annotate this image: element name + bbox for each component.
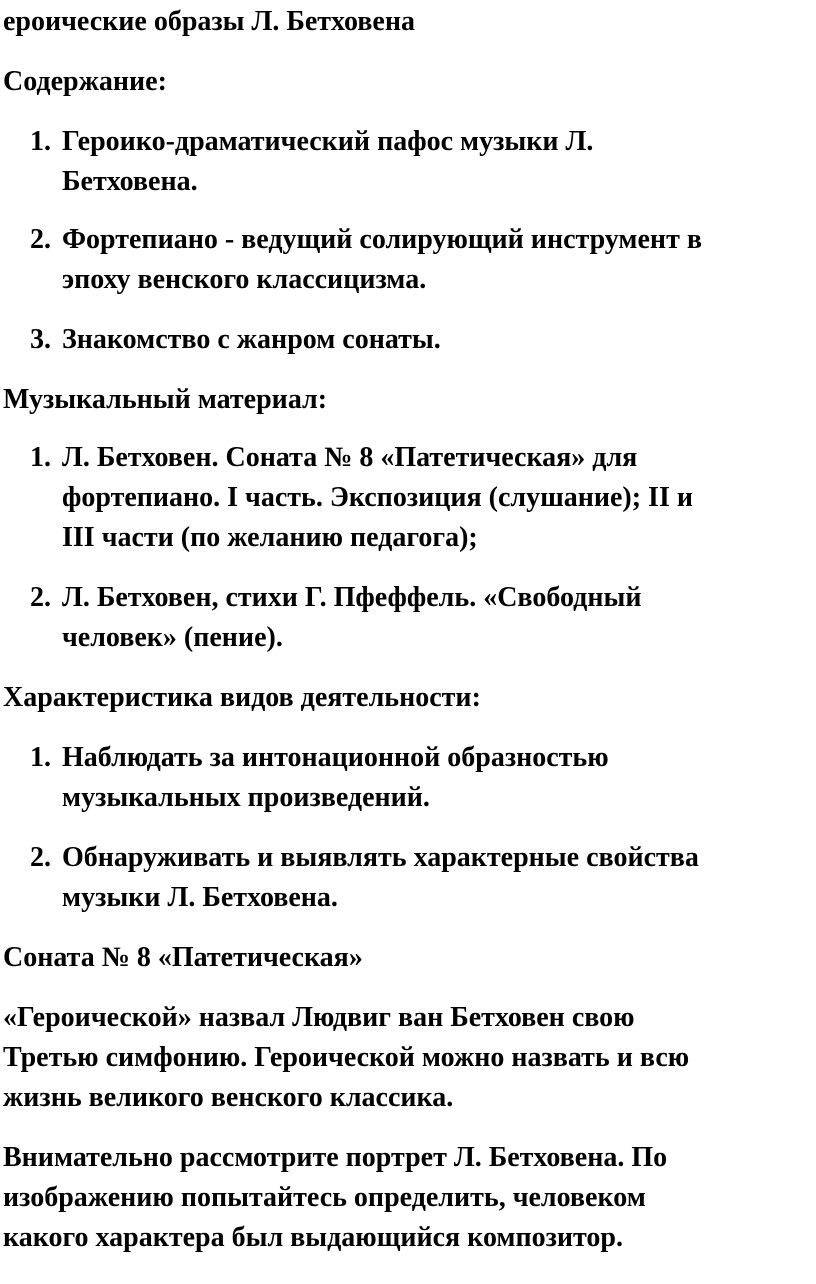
list-item-text [62, 738, 810, 818]
list-item-text [62, 220, 810, 300]
contents-heading: Содержание: [3, 66, 167, 97]
paragraph-1 [3, 998, 803, 1118]
list-item-line: Наблюдать за интонационной образностью [62, 742, 609, 773]
paragraph-line: «Героической» назвал Людвиг ван Бетховен свою [3, 1002, 635, 1033]
list-item-line: человек» (пение). [62, 622, 283, 653]
document-title: ероические образы Л. Бетховена [3, 6, 415, 37]
paragraph-line: Внимательно рассмотрите портрет Л. Бетховена. По [3, 1142, 668, 1173]
list-item-text [62, 320, 810, 360]
list-item-line: фортепиано. I часть. Экспозиция (слушание); II и [62, 482, 693, 513]
list-item-text [62, 122, 810, 202]
list-number: 2. [30, 224, 51, 255]
list-number: 1. [30, 126, 51, 157]
list-number: 2. [30, 842, 51, 873]
list-number: 3. [30, 324, 51, 355]
list-item-line: эпоху венского классицизма. [62, 264, 427, 295]
list-item-line: Фортепиано - ведущий солирующий инструмент в [62, 224, 702, 255]
list-item-text [62, 438, 810, 558]
list-item-line: Обнаруживать и выявлять характерные свойства [62, 842, 699, 873]
list-item-line: музыки Л. Бетховена. [62, 882, 338, 913]
paragraph-line: изображению попытайтесь определить, человеком [3, 1182, 646, 1213]
list-item-line: музыкальных произведений. [62, 782, 430, 813]
material-heading: Музыкальный материал: [3, 384, 328, 415]
list-item-line: Л. Бетховен. Соната № 8 «Патетическая» для [62, 442, 638, 473]
list-item-text [62, 838, 810, 918]
list-number: 1. [30, 442, 51, 473]
list-number: 1. [30, 742, 51, 773]
list-item-line: Знакомство с жанром сонаты. [62, 324, 441, 355]
list-item-line: III части (по желанию педагога); [62, 522, 478, 553]
paragraph-line: какого характера был выдающийся композитор. [3, 1222, 623, 1253]
sonata-heading: Соната № 8 «Патетическая» [3, 942, 363, 973]
paragraph-2 [3, 1138, 803, 1258]
paragraph-line: Третью симфонию. Героической можно назвать и всю [3, 1042, 690, 1073]
list-number: 2. [30, 582, 51, 613]
paragraph-line: жизнь великого венского классика. [3, 1082, 454, 1113]
activities-heading: Характеристика видов деятельности: [3, 682, 481, 713]
list-item-line: Героико-драматический пафос музыки Л. [62, 126, 594, 157]
list-item-line: Бетховена. [62, 166, 198, 197]
list-item-line: Л. Бетховен, стихи Г. Пфеффель. «Свободный [62, 582, 642, 613]
list-item-text [62, 578, 810, 658]
